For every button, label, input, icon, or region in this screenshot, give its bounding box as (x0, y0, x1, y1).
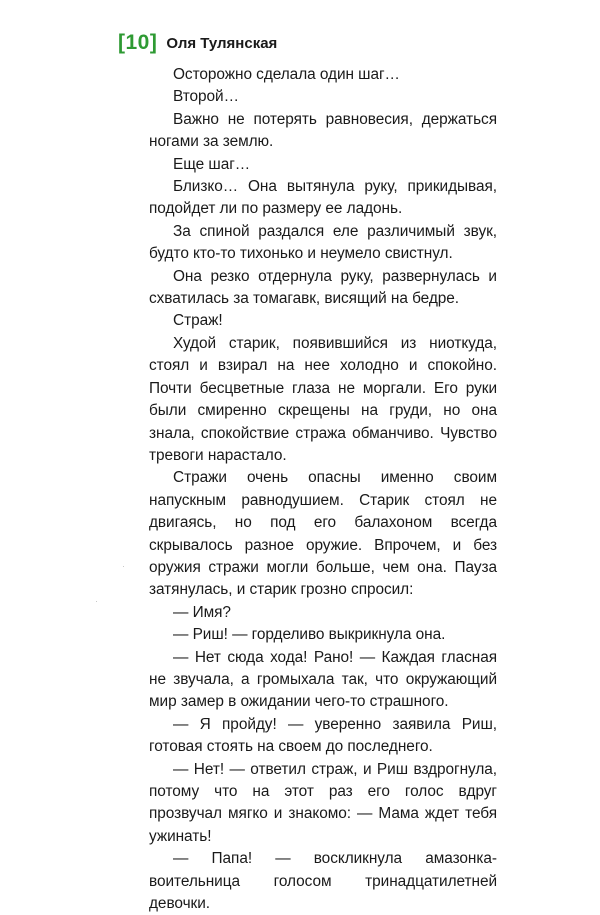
paragraph: Худой старик, появившийся из ниоткуда, стоял и взирал на нее холодно и спокойно. Почти бесцветные глаза не моргали. Его руки были смиренно скрещены на груди, но она знала, спокойствие стража обманчиво. Чувство тревоги нарастало. (149, 334, 497, 464)
dialogue-line: — Риш! — горделиво выкрикнула она. (173, 626, 446, 644)
body-text (149, 64, 497, 915)
paragraph: За спиной раздался еле различимый звук, будто кто-то тихонько и неумело свистнул. (149, 222, 497, 263)
scan-speck (96, 601, 97, 602)
paragraph: Еще шаг… (173, 155, 251, 173)
page-number: [10] (118, 31, 158, 54)
paragraph: Осторожно сделала один шаг… (173, 66, 400, 83)
dialogue-line: — Я пройду! — уверенно заявила Риш, готовая стоять на своем до последнего. (149, 715, 497, 756)
paragraph: Близко… Она вытянула руку, прикидывая, подойдет ли по размеру ее ладонь. (149, 178, 497, 218)
dialogue-line: — Нет! — ответил страж, и Риш вздрогнула, потому что на этот раз его голос вдруг прозвучал мягко и знакомо: — Мама ждет тебя ужинать! (149, 760, 497, 845)
dialogue-line: — Папа! — воскликнула амазонка-воительница голосом тринадцатилетней девочки. (149, 850, 497, 913)
paragraph: Второй… (173, 88, 239, 106)
paragraph: Стражи очень опасны именно своим напускным равнодушием. Старик стоял не двигаясь, но под его балахоном всегда скрывалось разное оружие. Впрочем, и без оружия стражи могли больше, чем она. Пауза затянулась, и старик грозно спросил: (149, 469, 497, 599)
paragraph: Страж! (173, 312, 223, 330)
dialogue-line: — Имя? (173, 603, 231, 621)
dialogue-line: — Нет сюда хода! Рано! — Каждая гласная не звучала, а громыхала так, что окружающий мир замер в ожидании чего-то страшного. (149, 648, 497, 711)
paragraph: Важно не потерять равновесия, держаться ногами за землю. (149, 110, 497, 151)
author-name: Оля Тулянская (166, 34, 278, 52)
paragraph: Она резко отдернула руку, развернулась и схватилась за томагавк, висящий на бедре. (149, 267, 497, 308)
running-head (118, 30, 277, 56)
scan-speck (123, 566, 124, 567)
